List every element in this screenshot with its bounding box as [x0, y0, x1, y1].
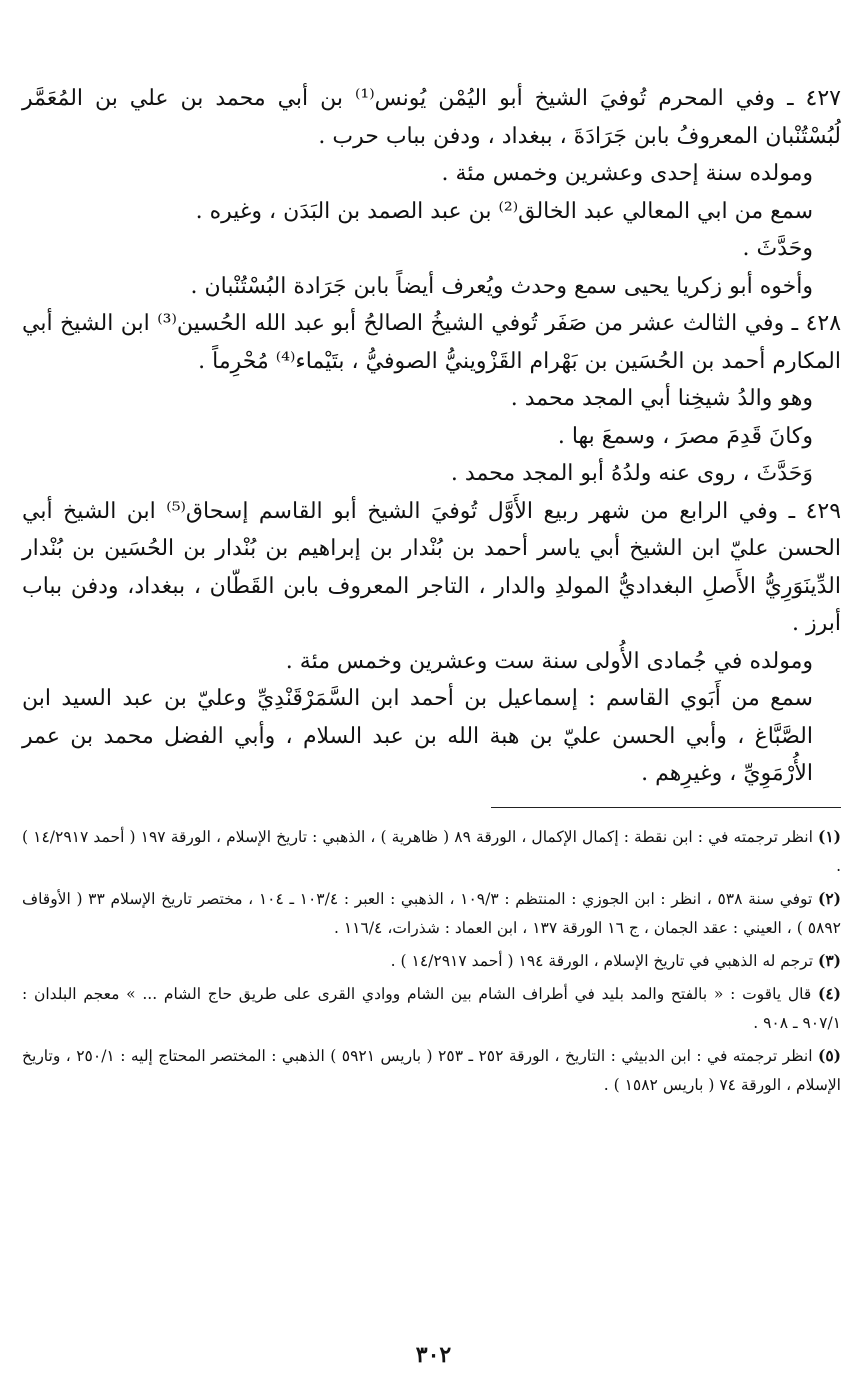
footnote-text: قال ياقوت : « بالفتح والمد بليد في أطراف الشام بين الشام ووادي القرى على طريق حاج الشام ... » معجم البلدان : ٩٠٧/١ ـ ٩٠٨ . [22, 984, 841, 1032]
footnote-4 [22, 979, 841, 1038]
footnotes [22, 822, 841, 1100]
paragraph: سمع من أَبَوي القاسم : إسماعيل بن أحمد ابن السَّمَرْقَنْدِيِّ وعليّ بن عبد السيد ابن الصَّبَّاغ ، وأبي الحسن عليّ بن هبة الله بن عبد السلام ، وأبي الفضل محمد بن عمر الأُرْمَوِيِّ ، وغيرِهم . [22, 686, 813, 786]
page-number: ٣٠٢ [415, 1342, 452, 1368]
paragraph: وكانَ قَدِمَ مصرَ ، وسمعَ بها . [557, 423, 813, 449]
footnote-text: توفي سنة ٥٣٨ ، انظر : ابن الجوزي : المنتظم : ١٠٩/٣ ، الذهبي : العبر : ١٠٣/٤ ـ ١٠٤ ، مختصر تاريخ الإسلام ٣٣ ( الأوقاف ٥٨٩٢ ) ، العيني : عقد الجمان ، ج ١٦ الورقة ١٣٧ ، ابن العماد : شذرات، ١١٦/٤ . [22, 889, 841, 937]
footnote-number: (١) [817, 826, 841, 846]
footnote-3 [22, 946, 841, 976]
footnote-number: (٤) [817, 983, 841, 1003]
footnote-text: ترجم له الذهبي في تاريخ الإسلام ، الورقة ١٩٤ ( أحمد ١٤/٢٩١٧ ) . [390, 951, 814, 970]
paragraph: وَحَدَّثَ ، روى عنه ولدُهُ أبو المجد محمد . [450, 461, 813, 486]
footnote-2 [22, 884, 841, 943]
main-text [22, 80, 841, 793]
footnote-1 [22, 822, 841, 881]
footnote-text: انظر ترجمته في : ابن نقطة : إكمال الإكمال ، الورقة ٨٩ ( ظاهرية ) ، الذهبي : تاريخ الإسلام ، الورقة ١٩٧ ( أحمد ١٤/٢٩١٧ ) . [22, 827, 841, 875]
footnote-separator [491, 807, 841, 808]
entry-429: ٤٢٩ ـ وفي الرابع من شهر ربيع الأَوَّل تُوفيَ الشيخ أبو القاسم إسحاق⁽⁵⁾ ابن الشيخ أبي الحسن عليّ ابن الشيخ أبي ياسر أحمد بن بُنْدار بن إبراهيم بن بُنْدار بن الحُسَين بن بُنْدار الدِّينَوَرِيُّ الأَصلِ البغداديُّ المولدِ والدار ، التاجر المعروف بابن القَطّان ، ببغداد، ودفن بباب أبرز . [22, 498, 842, 636]
paragraph: وأخوه أبو زكريا يحيى سمع وحدث ويُعرف أيضاً بابن جَرَادة البُسْتُنْبان . [190, 273, 813, 299]
footnote-text: انظر ترجمته في : ابن الدبيثي : التاريخ ، الورقة ٢٥٢ ـ ٢٥٣ ( باريس ٥٩٢١ ) الذهبي : المختصر المحتاج إليه : ٢٥٠/١ ، وتاريخ الإسلام ، الورقة ٧٤ ( باريس ١٥٨٢ ) . [22, 1046, 841, 1094]
paragraph: ومولده في جُمادى الأُولى سنة ست وعشرين وخمس مئة . [285, 648, 813, 674]
entry-428: ٤٢٨ ـ وفي الثالث عشر من صَفَر تُوفي الشيخُ الصالحُ أبو عبد الله الحُسين⁽³⁾ ابن الشيخ أبي المكارم أحمد بن الحُسَين بن بَهْرام القَزْوينيُّ الصوفيُّ ، بتَيْماء⁽⁴⁾ مُحْرِماً . [22, 311, 842, 374]
footnote-number: (٣) [817, 950, 841, 970]
paragraph: سمع من ابي المعالي عبد الخالق⁽²⁾ بن عبد الصمد بن البَدَن ، وغيره . [195, 198, 813, 224]
footnote-separator-wrap [22, 793, 841, 822]
page-content [22, 80, 841, 1360]
paragraph: وحَدَّثَ . [742, 236, 813, 261]
footnote-5 [22, 1041, 841, 1100]
entry-427: ٤٢٧ ـ وفي المحرم تُوفيَ الشيخ أبو اليُمْن يُونس⁽¹⁾ بن أبي محمد بن علي بن المُعَمَّر لُبُسْتُنْبان المعروفُ بابن جَرَادَةَ ، ببغداد ، ودفن بباب حرب . [22, 86, 841, 149]
footnote-number: (٥) [817, 1045, 841, 1065]
paragraph: ومولده سنة إحدى وعشرين وخمس مئة . [441, 161, 813, 186]
paragraph: وهو والدُ شيخِنا أبي المجد محمد . [510, 386, 813, 411]
footnote-number: (٢) [818, 888, 842, 908]
